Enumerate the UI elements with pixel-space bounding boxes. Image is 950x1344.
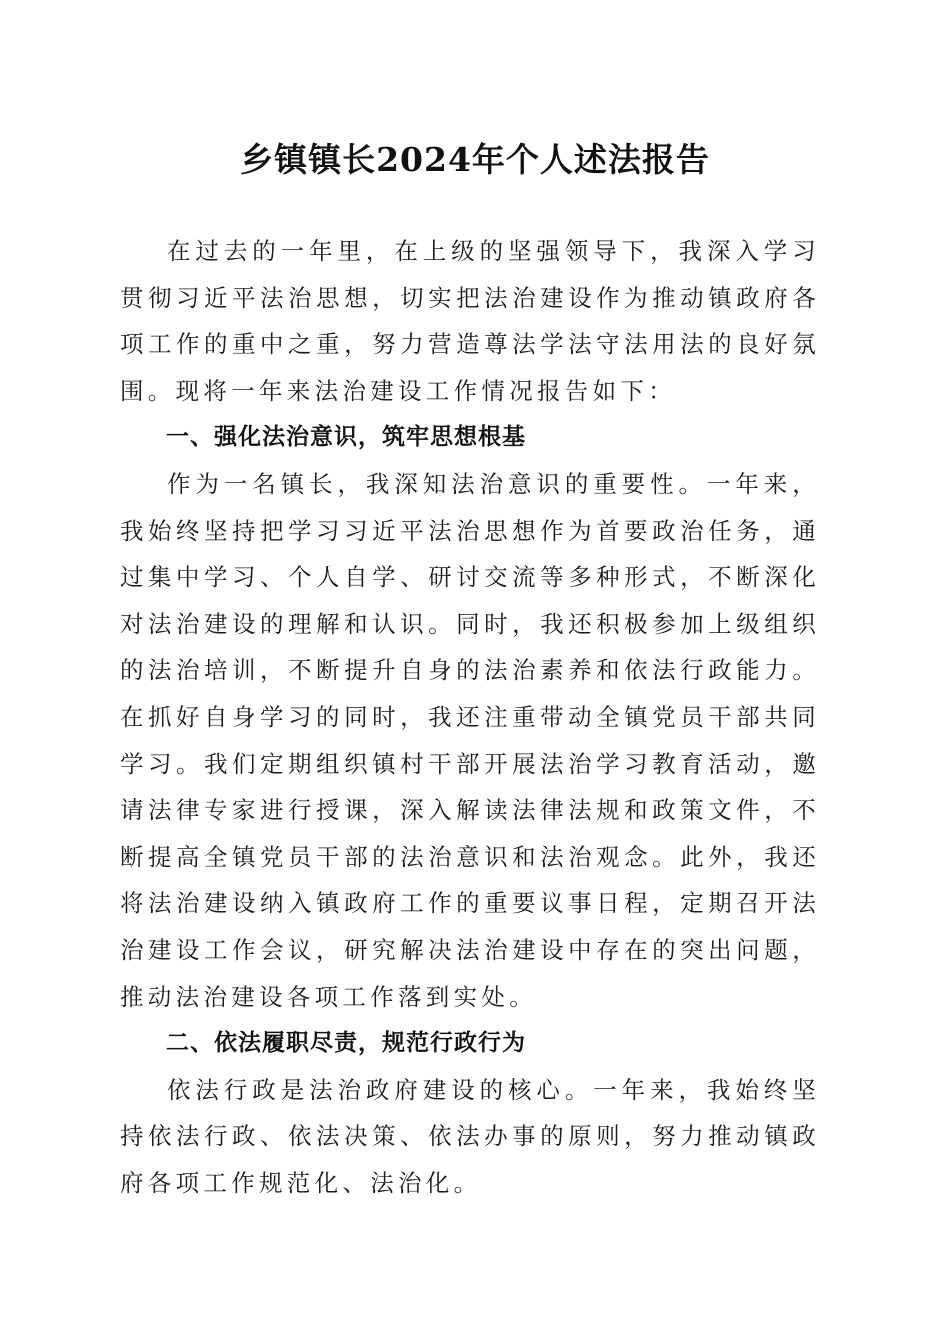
- section-paragraph-1: 作为一名镇长，我深知法治意识的重要性。一年来，我始终坚持把学习习近平法治思想作为首要政治任务，通过集中学习、个人自学、研讨交流等多种形式，不断深化对法治建设的理解和认识。同时，我还积极参加上级组织的法治培训，不断提升自身的法治素养和依法行政能力。在抓好自身学习的同时，我还注重带动全镇党员干部共同学习。我们定期组织镇村干部开展法治学习教育活动，邀请法律专家进行授课，深入解读法律法规和政策文件，不断提高全镇党员干部的法治意识和法治观念。此外，我还将法治建设纳入镇政府工作的重要议事日程，定期召开法治建设工作会议，研究解决法治建设中存在的突出问题，推动法治建设各项工作落到实处。: [120, 469, 820, 1011]
- intro-paragraph: 在过去的一年里，在上级的坚强领导下，我深入学习贯彻习近平法治思想，切实把法治建设作为推动镇政府各项工作的重中之重，努力营造尊法学法守法用法的良好氛围。现将一年来法治建设工作情况报告如下：: [120, 237, 820, 405]
- section-heading-1: 一、强化法治意识，筑牢思想根基: [166, 424, 526, 451]
- document-body: [120, 228, 820, 1206]
- section-paragraph-2: 依法行政是法治政府建设的核心。一年来，我始终坚持依法行政、依法决策、依法办事的原则，努力推动镇政府各项工作规范化、法治化。: [120, 1075, 820, 1197]
- section-heading-2: 二、依法履职尽责，规范行政行为: [166, 1030, 526, 1057]
- document-title: 乡镇镇长2024年个人述法报告: [240, 140, 710, 179]
